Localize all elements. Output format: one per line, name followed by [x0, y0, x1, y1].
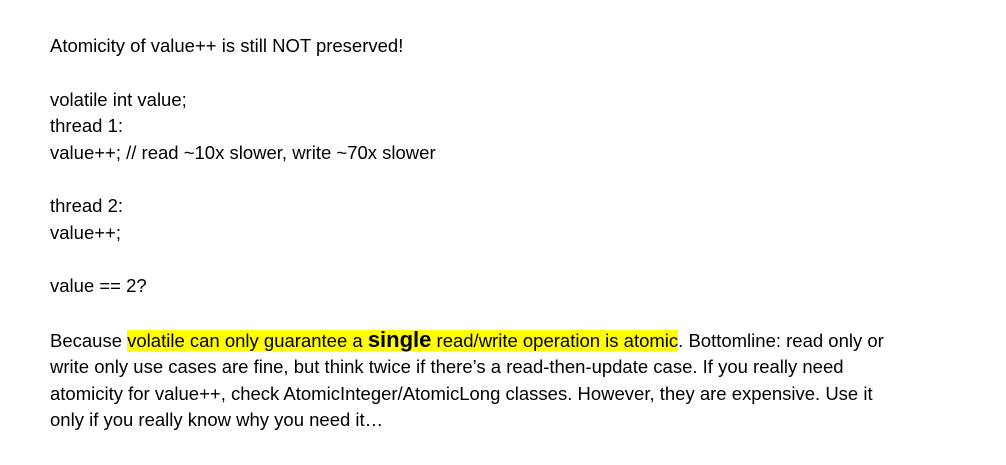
document-body: [50, 33, 910, 434]
heading: Atomicity of value++ is still NOT preserved!: [50, 35, 404, 56]
spacer: [50, 246, 910, 273]
thread-1-label: thread 1:: [50, 115, 124, 136]
emphasis-single: single: [367, 326, 432, 352]
highlight-after: read/write operation is atomic: [431, 329, 679, 351]
spacer: [50, 60, 910, 87]
explanation-paragraph: [50, 327, 910, 434]
volatile-declaration: volatile int value;: [50, 88, 187, 110]
highlight-before: volatile can only guarantee a: [127, 329, 368, 351]
spacer: [50, 166, 910, 193]
result-question: value == 2?: [50, 275, 147, 296]
explanation-rest: . Bottomline: read only or write only use cases are fine, but think twice if there’s a read-then-update case. If you really need atomicity for value++, check AtomicInteger/AtomicLong classes. However, they are expensive. Use it only if you really know why you need it…: [50, 329, 884, 430]
highlighted-phrase: [127, 326, 679, 352]
explanation-lead: Because: [50, 329, 128, 351]
spacer: [50, 300, 910, 327]
thread-1-statement: value++; // read ~10x slower, write ~70x slower: [50, 141, 436, 163]
thread-2-label: thread 2:: [50, 195, 124, 216]
code-block: [50, 87, 910, 300]
thread-2-statement: value++;: [50, 221, 121, 243]
